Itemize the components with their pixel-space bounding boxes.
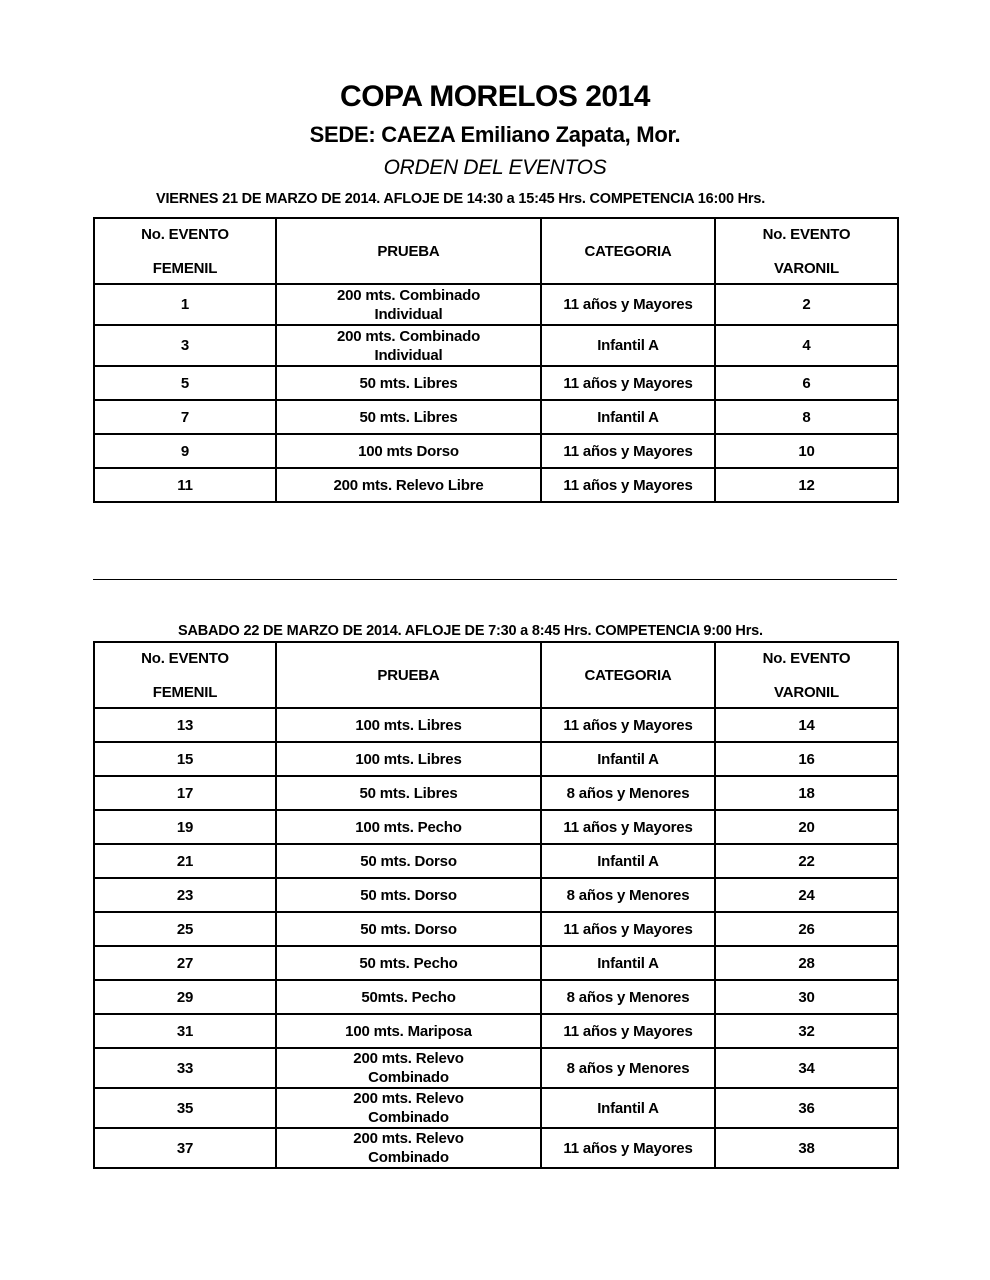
table-row — [94, 434, 898, 468]
prueba: 50 mts. Dorso — [276, 844, 541, 878]
prueba: 50 mts. Dorso — [276, 912, 541, 946]
prueba: 100 mts. Libres — [276, 708, 541, 742]
event-number-femenil: 31 — [94, 1014, 276, 1048]
header-label: FEMENIL — [152, 259, 218, 277]
categoria: Infantil A — [541, 400, 715, 434]
events-table-friday — [93, 217, 899, 503]
event-number-varonil: 28 — [715, 946, 898, 980]
categoria: 8 años y Menores — [541, 1048, 715, 1088]
event-number-varonil: 8 — [715, 400, 898, 434]
table-row — [94, 844, 898, 878]
table-row — [94, 912, 898, 946]
event-number-femenil: 29 — [94, 980, 276, 1014]
event-number-varonil: 18 — [715, 776, 898, 810]
event-number-varonil: 6 — [715, 366, 898, 400]
event-number-varonil: 32 — [715, 1014, 898, 1048]
table-row — [94, 325, 898, 366]
categoria: Infantil A — [541, 844, 715, 878]
header-label: No. EVENTO — [141, 225, 229, 243]
categoria: Infantil A — [541, 946, 715, 980]
categoria: 11 años y Mayores — [541, 810, 715, 844]
table-row — [94, 810, 898, 844]
categoria: 8 años y Menores — [541, 980, 715, 1014]
prueba: 50 mts. Libres — [276, 366, 541, 400]
table-row — [94, 1088, 898, 1128]
table-header-row — [94, 642, 898, 708]
event-number-femenil: 11 — [94, 468, 276, 502]
events-table-saturday — [93, 641, 899, 1169]
table-row — [94, 400, 898, 434]
event-number-varonil: 4 — [715, 325, 898, 366]
table-row — [94, 776, 898, 810]
table-row — [94, 878, 898, 912]
event-number-femenil: 33 — [94, 1048, 276, 1088]
table-row — [94, 1014, 898, 1048]
categoria: 11 años y Mayores — [541, 1128, 715, 1168]
event-number-varonil: 38 — [715, 1128, 898, 1168]
categoria: 11 años y Mayores — [541, 284, 715, 325]
prueba: 100 mts Dorso — [276, 434, 541, 468]
categoria: Infantil A — [541, 325, 715, 366]
event-number-femenil: 9 — [94, 434, 276, 468]
divider — [93, 579, 897, 580]
categoria: 11 años y Mayores — [541, 912, 715, 946]
event-number-femenil: 17 — [94, 776, 276, 810]
categoria: 8 años y Menores — [541, 776, 715, 810]
table-row — [94, 284, 898, 325]
event-number-varonil: 30 — [715, 980, 898, 1014]
categoria: Infantil A — [541, 1088, 715, 1128]
document-title: COPA MORELOS 2014 — [340, 80, 650, 113]
event-number-femenil: 7 — [94, 400, 276, 434]
event-number-femenil: 5 — [94, 366, 276, 400]
table-row — [94, 468, 898, 502]
event-number-femenil: 25 — [94, 912, 276, 946]
event-number-femenil: 1 — [94, 284, 276, 325]
header-label: FEMENIL — [152, 683, 218, 701]
prueba: 200 mts. Combinado Individual — [276, 284, 541, 325]
event-number-varonil: 12 — [715, 468, 898, 502]
header-label: VARONIL — [774, 683, 839, 701]
event-number-femenil: 35 — [94, 1088, 276, 1128]
header-varonil — [715, 642, 898, 708]
table-row — [94, 1048, 898, 1088]
categoria: 11 años y Mayores — [541, 708, 715, 742]
header-label: No. EVENTO — [762, 225, 851, 243]
header-label: VARONIL — [774, 259, 839, 277]
event-number-varonil: 2 — [715, 284, 898, 325]
prueba: 50mts. Pecho — [276, 980, 541, 1014]
table-header-row — [94, 218, 898, 284]
event-number-varonil: 26 — [715, 912, 898, 946]
event-number-varonil: 24 — [715, 878, 898, 912]
prueba: 200 mts. Relevo Libre — [276, 468, 541, 502]
event-number-femenil: 19 — [94, 810, 276, 844]
categoria: 8 años y Menores — [541, 878, 715, 912]
prueba: 200 mts. Combinado Individual — [276, 325, 541, 366]
table-row — [94, 742, 898, 776]
categoria: Infantil A — [541, 742, 715, 776]
session-heading-friday: VIERNES 21 DE MARZO DE 2014. AFLOJE DE 14:30 a 15:45 Hrs. COMPETENCIA 16:00 Hrs. — [156, 191, 766, 207]
event-number-varonil: 22 — [715, 844, 898, 878]
table-row — [94, 366, 898, 400]
header-categoria: CATEGORIA — [541, 642, 715, 708]
header-label: No. EVENTO — [762, 649, 851, 667]
event-number-femenil: 3 — [94, 325, 276, 366]
prueba: 200 mts. Relevo Combinado — [276, 1128, 541, 1168]
event-number-femenil: 23 — [94, 878, 276, 912]
venue-line: SEDE: CAEZA Emiliano Zapata, Mor. — [309, 122, 681, 147]
event-number-varonil: 10 — [715, 434, 898, 468]
event-number-varonil: 20 — [715, 810, 898, 844]
categoria: 11 años y Mayores — [541, 468, 715, 502]
table-row — [94, 980, 898, 1014]
session-heading-saturday: SABADO 22 DE MARZO DE 2014. AFLOJE DE 7:30 a 8:45 Hrs. COMPETENCIA 9:00 Hrs. — [178, 623, 763, 639]
prueba: 50 mts. Dorso — [276, 878, 541, 912]
header-prueba: PRUEBA — [276, 642, 541, 708]
event-number-varonil: 34 — [715, 1048, 898, 1088]
categoria: 11 años y Mayores — [541, 1014, 715, 1048]
prueba: 100 mts. Libres — [276, 742, 541, 776]
event-number-femenil: 15 — [94, 742, 276, 776]
categoria: 11 años y Mayores — [541, 434, 715, 468]
event-number-varonil: 14 — [715, 708, 898, 742]
header-varonil — [715, 218, 898, 284]
header-label: No. EVENTO — [141, 649, 229, 667]
header-prueba: PRUEBA — [276, 218, 541, 284]
event-number-varonil: 16 — [715, 742, 898, 776]
prueba: 100 mts. Pecho — [276, 810, 541, 844]
event-number-femenil: 27 — [94, 946, 276, 980]
event-number-femenil: 37 — [94, 1128, 276, 1168]
event-number-femenil: 21 — [94, 844, 276, 878]
prueba: 200 mts. Relevo Combinado — [276, 1048, 541, 1088]
header-femenil — [94, 218, 276, 284]
prueba: 50 mts. Libres — [276, 400, 541, 434]
document-subtitle: ORDEN DEL EVENTOS — [383, 156, 607, 179]
header-femenil — [94, 642, 276, 708]
prueba: 100 mts. Mariposa — [276, 1014, 541, 1048]
prueba: 50 mts. Libres — [276, 776, 541, 810]
event-number-femenil: 13 — [94, 708, 276, 742]
categoria: 11 años y Mayores — [541, 366, 715, 400]
event-number-varonil: 36 — [715, 1088, 898, 1128]
header-categoria: CATEGORIA — [541, 218, 715, 284]
table-row — [94, 946, 898, 980]
prueba: 200 mts. Relevo Combinado — [276, 1088, 541, 1128]
table-row — [94, 1128, 898, 1168]
table-row — [94, 708, 898, 742]
prueba: 50 mts. Pecho — [276, 946, 541, 980]
